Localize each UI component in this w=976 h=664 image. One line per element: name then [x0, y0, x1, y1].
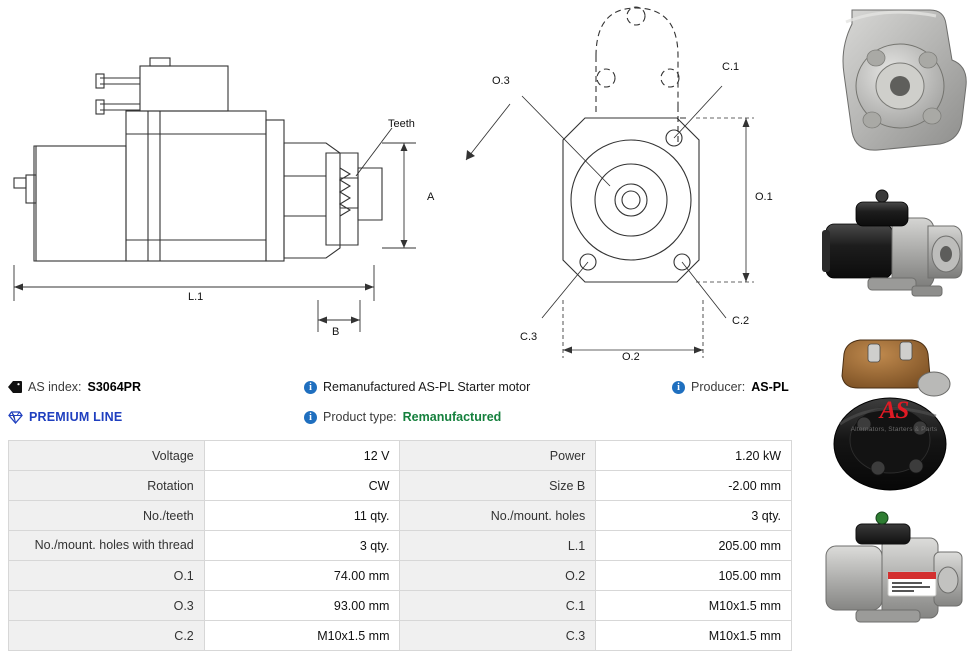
drawing-label-c3: C.3: [520, 331, 538, 343]
producer-label: Producer:: [691, 380, 746, 394]
spec-value: M10x1.5 mm: [596, 621, 792, 651]
table-row: [9, 531, 792, 561]
specifications-table: [8, 440, 792, 651]
starter-side-view-drawing: [0, 0, 450, 368]
as-index-value: S3064PR: [87, 380, 142, 394]
drawing-label-o1: O.1: [755, 191, 773, 203]
premium-line-label: PREMIUM LINE: [29, 410, 123, 424]
as-index-label: AS index:: [28, 380, 82, 394]
info-row-1: [8, 372, 808, 402]
spec-key: C.1: [400, 591, 596, 621]
spec-value: M10x1.5 mm: [596, 591, 792, 621]
spec-value: -2.00 mm: [596, 471, 792, 501]
table-row: [9, 561, 792, 591]
diamond-icon: [8, 411, 23, 424]
technical-drawings: [0, 0, 816, 368]
spec-key: C.3: [400, 621, 596, 651]
spec-key: No./mount. holes with thread: [9, 531, 205, 561]
spec-value: 1.20 kW: [596, 441, 792, 471]
info-icon: i: [304, 381, 317, 394]
spec-value: CW: [204, 471, 400, 501]
drawing-label-b: B: [332, 326, 340, 338]
as-index: [8, 380, 304, 394]
spec-key: No./teeth: [9, 501, 205, 531]
spec-value: 11 qty.: [204, 501, 400, 531]
starter-photo-gear-end[interactable]: [816, 0, 976, 166]
brand-tagline: Alternators, Starters & Parts: [850, 426, 938, 433]
spec-key: C.2: [9, 621, 205, 651]
brand-logo: [820, 398, 968, 433]
product-description-text: Remanufactured AS-PL Starter motor: [323, 380, 531, 394]
table-row: [9, 621, 792, 651]
starter-photo-labelled[interactable]: [816, 498, 976, 664]
spec-value: 105.00 mm: [596, 561, 792, 591]
spec-key: O.2: [400, 561, 596, 591]
drawing-label-c1: C.1: [722, 61, 740, 73]
producer: [672, 380, 808, 394]
spec-key: L.1: [400, 531, 596, 561]
spec-value: 74.00 mm: [204, 561, 400, 591]
spec-value: 93.00 mm: [204, 591, 400, 621]
info-row-2: [8, 402, 808, 432]
drawing-label-l1: L.1: [188, 291, 204, 303]
spec-key: Voltage: [9, 441, 205, 471]
drawing-label-teeth: Teeth: [388, 118, 415, 130]
spec-value: 3 qty.: [596, 501, 792, 531]
starter-photo-side[interactable]: [816, 166, 976, 332]
product-info: [8, 372, 808, 432]
starter-front-view-drawing: [450, 0, 816, 368]
product-photo-gallery: [816, 0, 976, 664]
drawing-label-c2: C.2: [732, 315, 750, 327]
table-row: [9, 441, 792, 471]
spec-key: Rotation: [9, 471, 205, 501]
spec-key: O.1: [9, 561, 205, 591]
product-type: [304, 410, 672, 424]
spec-key: O.3: [9, 591, 205, 621]
brand-name: AS: [879, 397, 909, 424]
table-row: [9, 471, 792, 501]
drawing-label-o2: O.2: [622, 351, 640, 363]
spec-value: M10x1.5 mm: [204, 621, 400, 651]
tag-icon: [8, 381, 22, 393]
spec-key: No./mount. holes: [400, 501, 596, 531]
product-type-label: Product type:: [323, 410, 397, 424]
drawing-label-o3: O.3: [492, 75, 510, 87]
table-row: [9, 591, 792, 621]
premium-line-badge: [8, 410, 304, 424]
spec-value: 3 qty.: [204, 531, 400, 561]
product-description: [304, 380, 672, 394]
spec-key: Power: [400, 441, 596, 471]
table-row: [9, 501, 792, 531]
spec-value: 205.00 mm: [596, 531, 792, 561]
drawing-label-a: A: [427, 191, 435, 203]
spec-value: 12 V: [204, 441, 400, 471]
product-type-value: Remanufactured: [402, 410, 502, 424]
spec-key: Size B: [400, 471, 596, 501]
info-icon: i: [672, 381, 685, 394]
producer-value: AS-PL: [751, 380, 789, 394]
info-icon: i: [304, 411, 317, 424]
